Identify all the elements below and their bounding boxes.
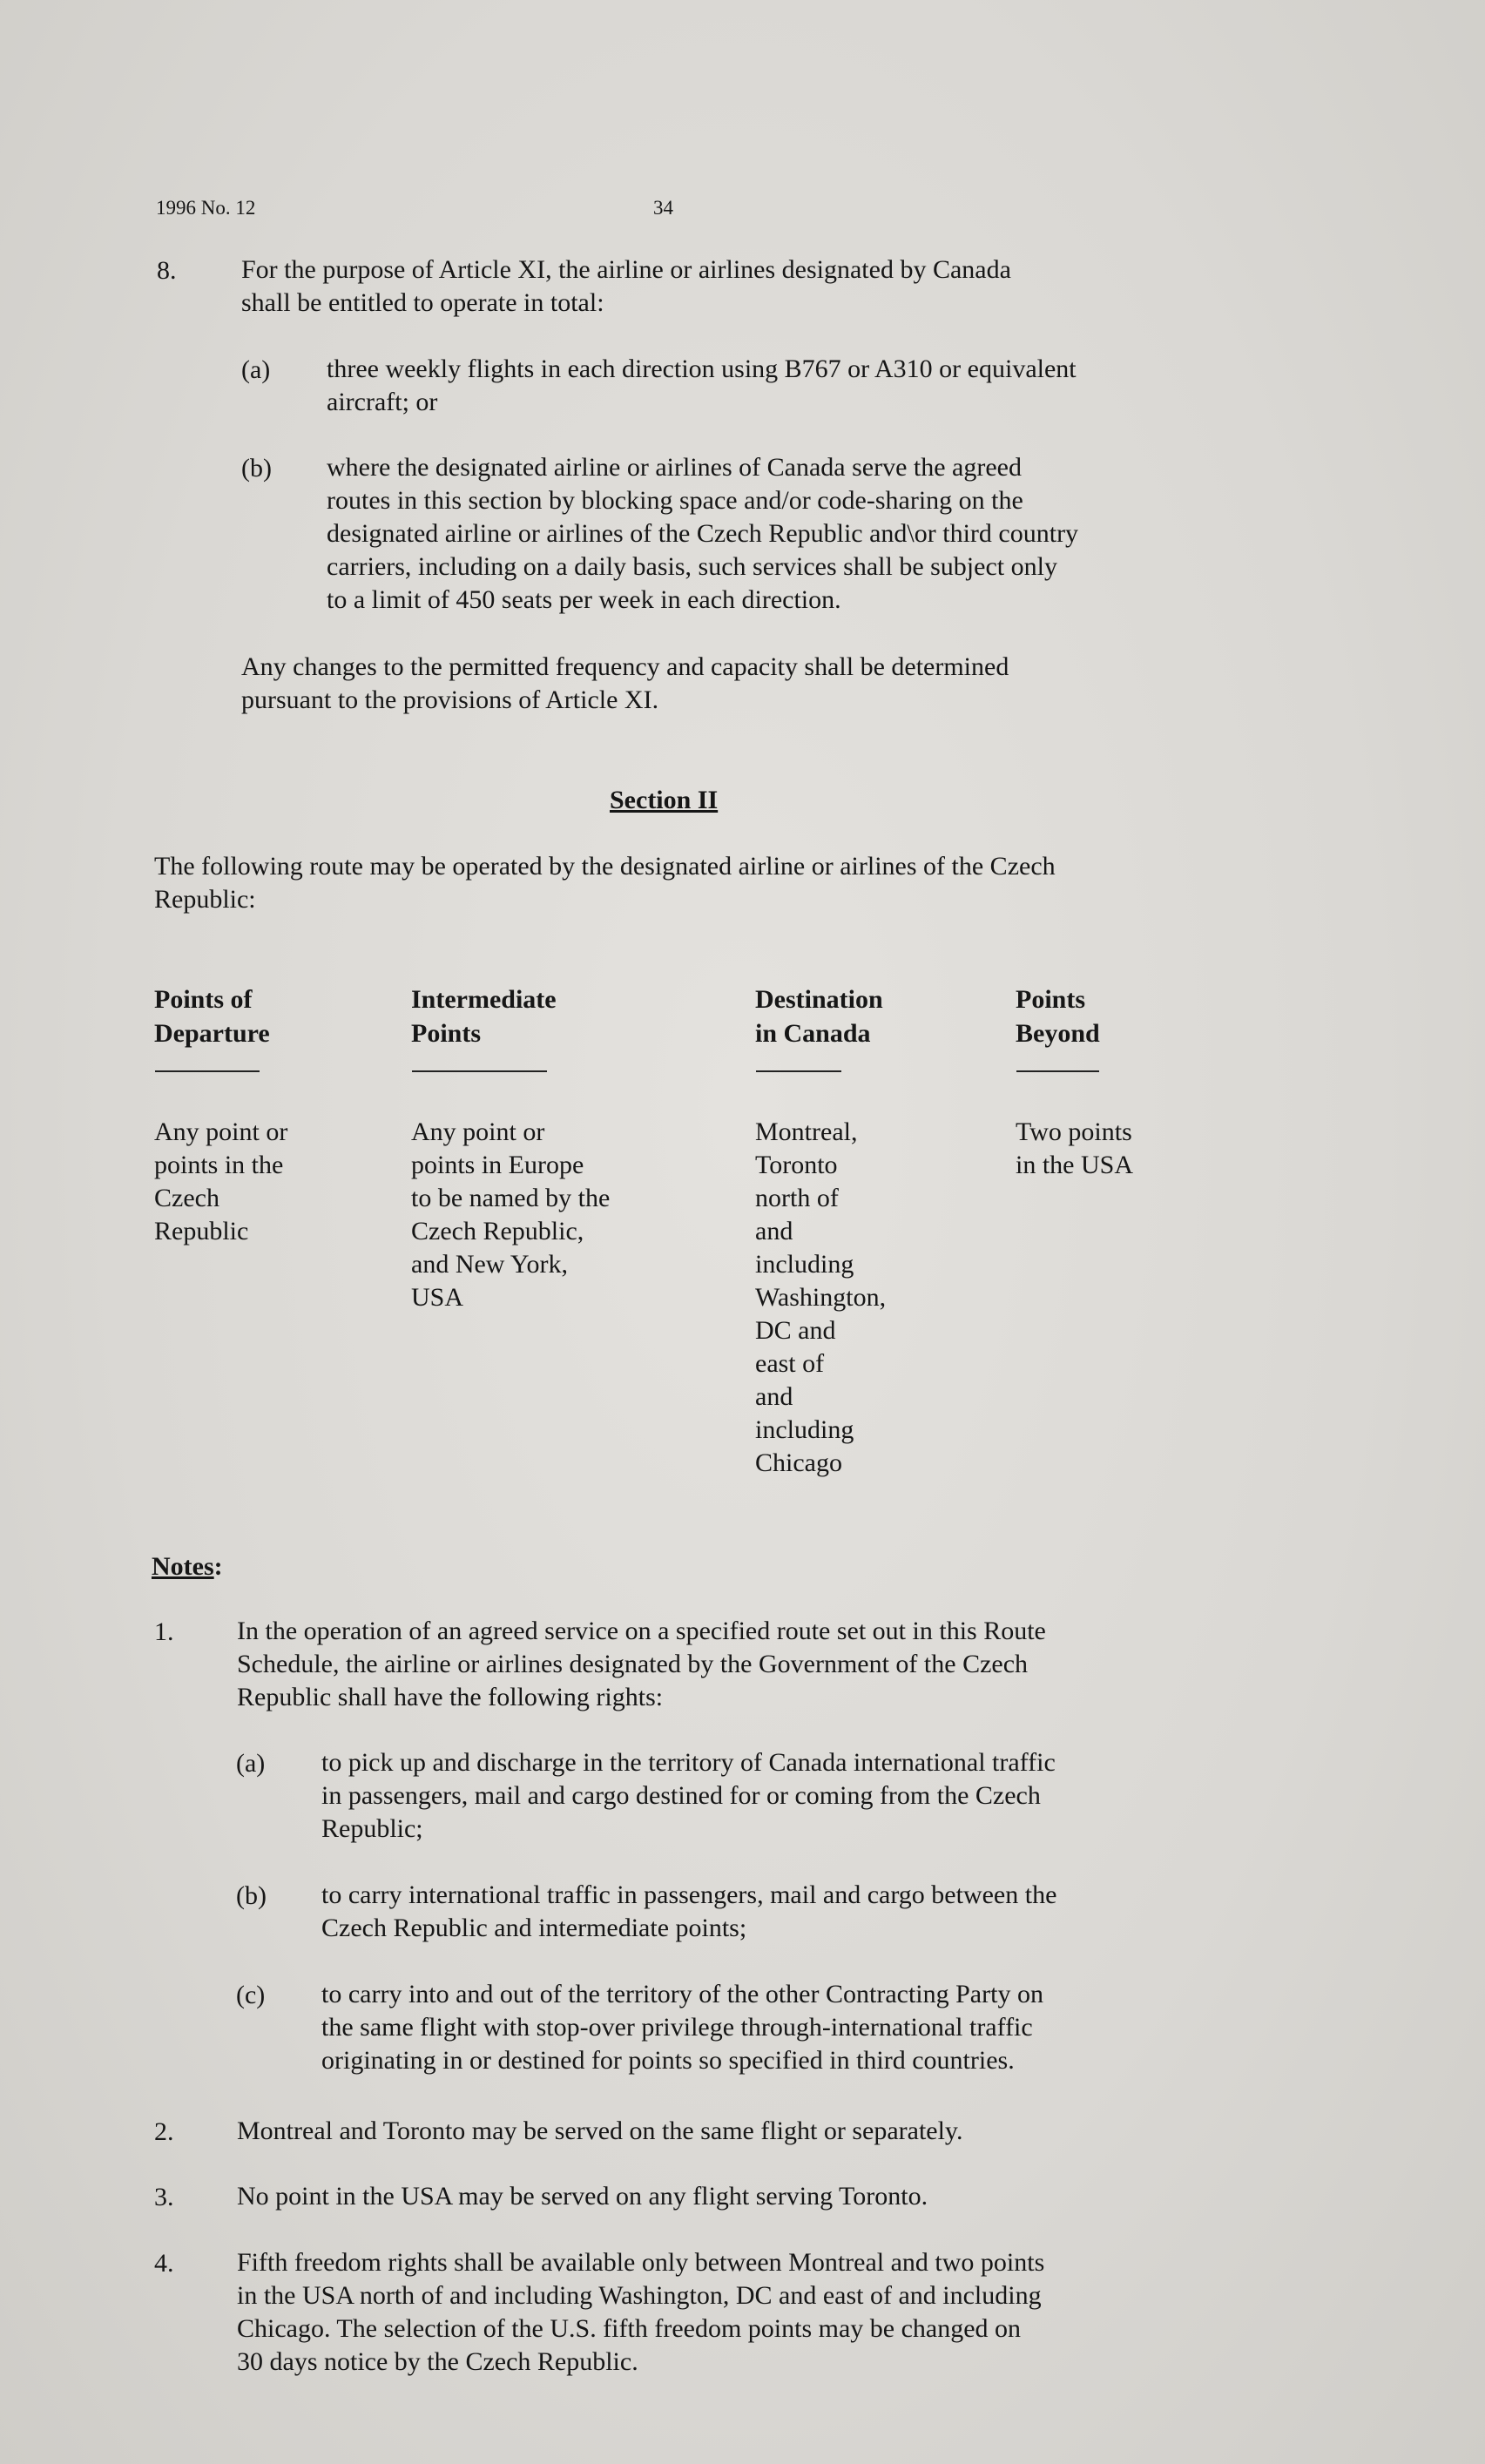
item-8a-text (327, 353, 1077, 419)
header-rule (155, 1070, 260, 1072)
note-line: the same flight with stop-over privilege through-international traffic (321, 2013, 1033, 2042)
cell-line: Any point or (411, 1117, 545, 1146)
item-8-changes-line: pursuant to the provisions of Article XI. (241, 685, 659, 714)
note-1c-label: (c) (236, 1981, 266, 2009)
note-3-text: No point in the USA may be served on any flight serving Toronto. (237, 2182, 928, 2211)
notes-heading-colon: : (213, 1552, 223, 1581)
note-4-text (237, 2246, 1044, 2379)
cell-line: Washington, (755, 1283, 887, 1312)
cell-line: Chicago (755, 1448, 842, 1477)
table-header-beyond (1016, 982, 1100, 1050)
note-1b-label: (b) (236, 1881, 267, 1910)
cell-line: points in Europe (411, 1151, 584, 1179)
header-line: Intermediate (411, 985, 557, 1014)
item-8a-line: three weekly flights in each direction using B767 or A310 or equivalent (327, 354, 1077, 383)
notes-heading-text: Notes (152, 1552, 214, 1581)
header-line: Points of (154, 985, 253, 1014)
table-cell-beyond (1016, 1116, 1133, 1182)
cell-line: points in the (154, 1151, 284, 1179)
section-intro (154, 850, 1056, 916)
cell-line: Montreal, (755, 1117, 858, 1146)
note-line: 30 days notice by the Czech Republic. (237, 2347, 638, 2376)
cell-line: USA (411, 1283, 464, 1312)
table-cell-destination (755, 1116, 886, 1480)
note-3-number: 3. (154, 2183, 174, 2211)
note-1c-text (321, 1978, 1043, 2077)
note-line: Czech Republic and intermediate points; (321, 1914, 747, 1942)
cell-line: Czech Republic, (411, 1217, 584, 1246)
item-8-line: For the purpose of Article XI, the airline or airlines designated by Canada (241, 255, 1011, 284)
cell-line: in the USA (1016, 1151, 1133, 1179)
item-8-text (241, 253, 1011, 320)
item-8a-line: aircraft; or (327, 388, 438, 416)
header-line: Departure (154, 1019, 270, 1048)
note-2-number: 2. (154, 2117, 174, 2146)
cell-line: and New York, (411, 1250, 568, 1279)
note-line: in passengers, mail and cargo destined for or coming from the Czech (321, 1781, 1041, 1810)
cell-line: north of (755, 1184, 839, 1212)
note-1a-text (321, 1746, 1056, 1846)
note-1-text (237, 1615, 1046, 1714)
item-8-changes-line: Any changes to the permitted frequency and capacity shall be determined (241, 652, 1009, 681)
section-intro-line: Republic: (154, 885, 256, 914)
cell-line: Czech (154, 1184, 219, 1212)
table-header-intermediate (411, 982, 557, 1050)
note-line: In the operation of an agreed service on a specified route set out in this Route (237, 1617, 1046, 1645)
section-intro-line: The following route may be operated by the designated airline or airlines of the Czech (154, 852, 1056, 881)
note-line: originating in or destined for points so specified in third countries. (321, 2046, 1015, 2075)
item-8-changes-text (241, 651, 1009, 717)
table-header-destination (755, 982, 883, 1050)
note-1a-label: (a) (236, 1749, 266, 1778)
cell-line: Two points (1016, 1117, 1132, 1146)
note-2-text: Montreal and Toronto may be served on the same flight or separately. (237, 2116, 963, 2145)
note-line: Schedule, the airline or airlines designated by the Government of the Czech (237, 1650, 1029, 1678)
note-line: Republic; (321, 1814, 423, 1843)
note-line: to carry international traffic in passengers, mail and cargo between the (321, 1880, 1057, 1909)
note-4-number: 4. (154, 2249, 174, 2278)
note-line: to pick up and discharge in the territory of Canada international traffic (321, 1748, 1056, 1777)
cell-line: DC and (755, 1316, 836, 1345)
cell-line: Toronto (755, 1151, 838, 1179)
cell-line: including (755, 1415, 854, 1444)
header-line: in Canada (755, 1019, 871, 1048)
table-cell-departure (154, 1116, 287, 1248)
item-8a-label: (a) (241, 355, 271, 384)
notes-heading (152, 1549, 223, 1583)
table-cell-intermediate (411, 1116, 610, 1314)
cell-line: to be named by the (411, 1184, 611, 1212)
note-line: Republic shall have the following rights: (237, 1683, 664, 1711)
header-line: Destination (755, 985, 883, 1014)
cell-line: including (755, 1250, 854, 1279)
note-1-number: 1. (154, 1617, 174, 1646)
cell-line: Any point or (154, 1117, 288, 1146)
note-1b-text (321, 1879, 1056, 1945)
item-8b-label: (b) (241, 454, 272, 483)
item-8-number: 8. (157, 256, 177, 285)
cell-line: and (755, 1217, 793, 1246)
item-8b-line: routes in this section by blocking space and/or code-sharing on the (327, 486, 1023, 515)
cell-line: and (755, 1382, 793, 1411)
cell-line: Republic (154, 1217, 249, 1246)
item-8b-line: to a limit of 450 seats per week in each direction. (327, 585, 841, 614)
header-rule (1016, 1070, 1099, 1072)
item-8b-text (327, 451, 1078, 617)
item-8b-line: designated airline or airlines of the Czech Republic and\or third country (327, 519, 1079, 548)
section-title: Section II (610, 786, 719, 814)
document-reference: 1996 No. 12 (156, 197, 256, 219)
item-8b-line: where the designated airline or airlines of Canada serve the agreed (327, 453, 1022, 482)
note-line: Chicago. The selection of the U.S. fifth freedom points may be changed on (237, 2314, 1022, 2343)
item-8-line: shall be entitled to operate in total: (241, 288, 604, 317)
note-line: Fifth freedom rights shall be available only between Montreal and two points (237, 2248, 1045, 2277)
header-line: Points (411, 1019, 482, 1048)
header-line: Beyond (1016, 1019, 1100, 1048)
header-rule (412, 1070, 547, 1072)
header-rule (756, 1070, 841, 1072)
note-line: in the USA north of and including Washington, DC and east of and including (237, 2281, 1042, 2310)
cell-line: east of (755, 1349, 825, 1378)
item-8b-line: carriers, including on a daily basis, such services shall be subject only (327, 552, 1057, 581)
page-number: 34 (653, 197, 673, 219)
header-line: Points (1016, 985, 1086, 1014)
table-header-departure (154, 982, 270, 1050)
note-line: to carry into and out of the territory of the other Contracting Party on (321, 1980, 1043, 2008)
